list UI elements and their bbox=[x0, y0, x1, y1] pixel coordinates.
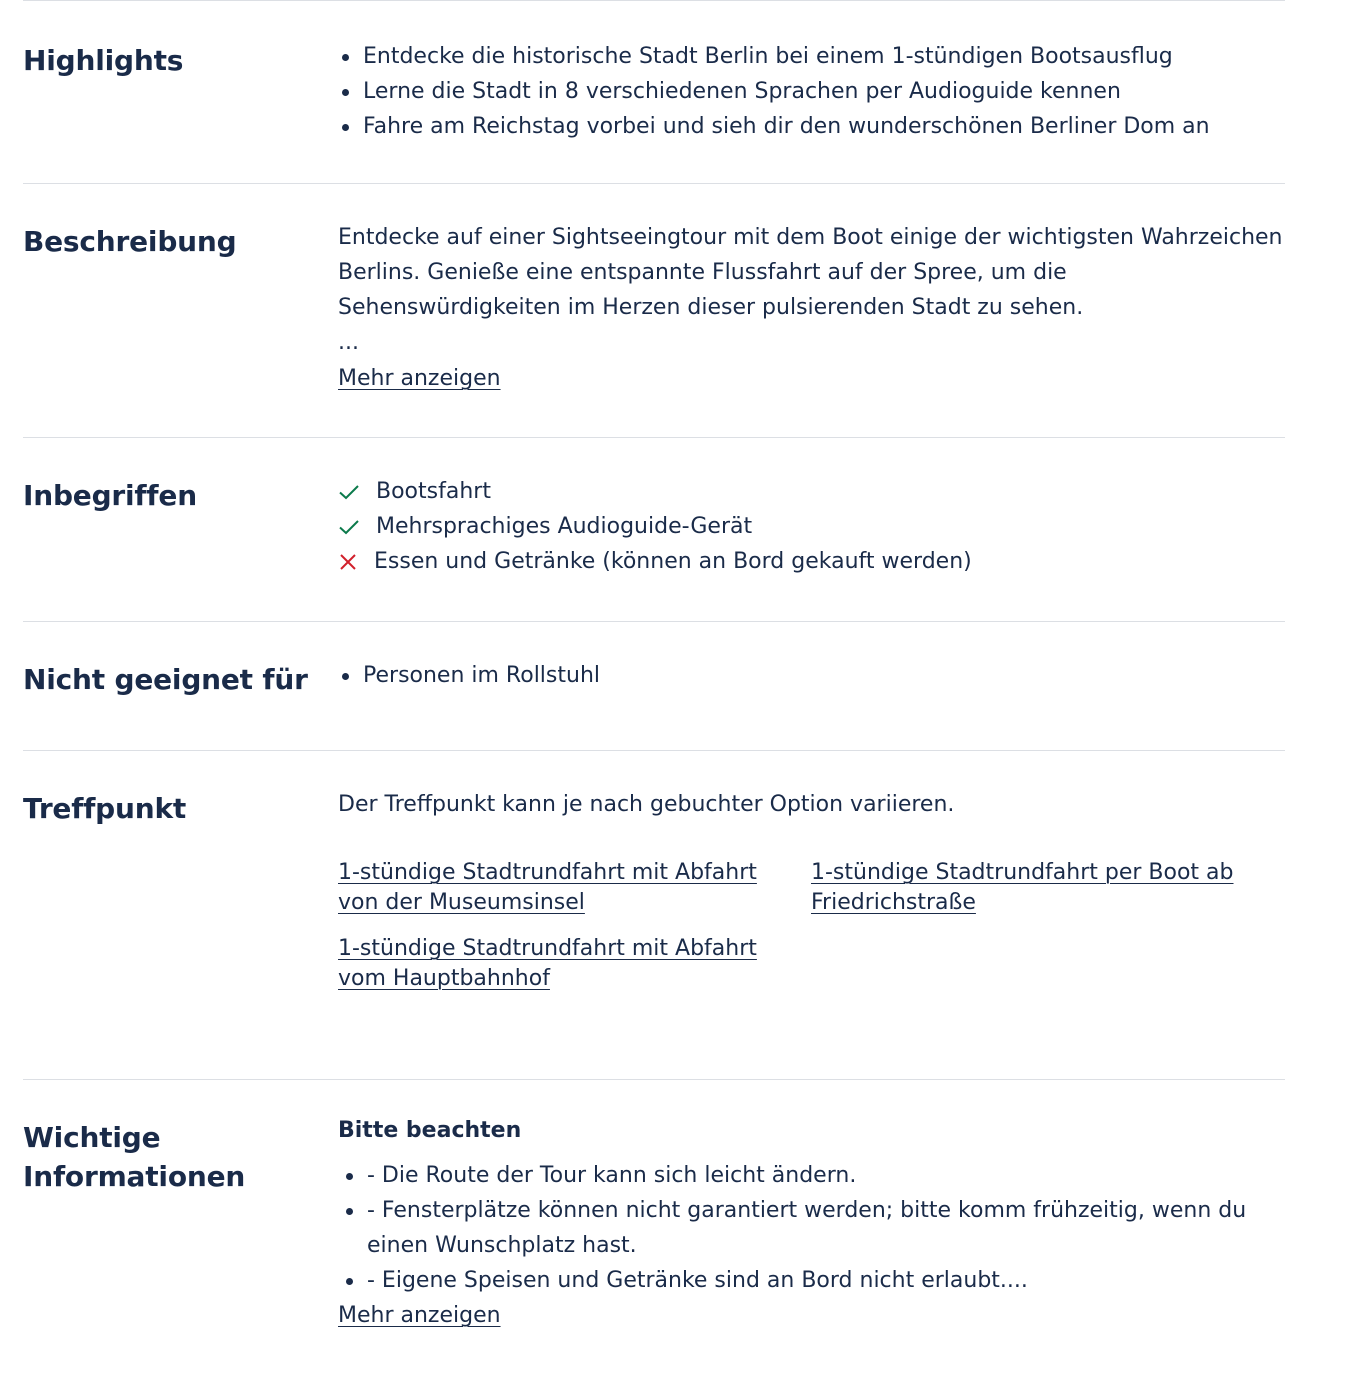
list-item: - Eigene Speisen und Getränke sind an Bord nicht erlaubt.... bbox=[367, 1263, 1285, 1298]
highlights-list bbox=[338, 39, 1285, 144]
meeting-point-option-link[interactable]: 1-stündige Stadtrundfahrt mit Abfahrt vom Hauptbahnhof bbox=[338, 936, 757, 991]
description-text: Entdecke auf einer Sightseeingtour mit dem Boot einige der wichtigsten Wahrzeichen Berlins. Genieße eine entspannte Flussfahrt auf der Spree, um die Sehenswürdigkeiten im Herzen dieser pulsierenden Stadt zu sehen. bbox=[338, 225, 1283, 320]
list-item: Lerne die Stadt in 8 verschiedenen Sprachen per Audioguide kennen bbox=[363, 74, 1285, 109]
not-suitable-list bbox=[338, 658, 1285, 693]
included-item bbox=[338, 509, 1285, 544]
excluded-item-label: Essen und Getränke (können an Bord gekauft werden) bbox=[374, 549, 972, 574]
meeting-point-heading: Treffpunkt bbox=[23, 792, 187, 825]
included-heading: Inbegriffen bbox=[23, 479, 197, 512]
list-item: Fahre am Reichstag vorbei und sieh dir den wunderschönen Berliner Dom an bbox=[363, 109, 1285, 144]
activity-details bbox=[23, 0, 1285, 1378]
meeting-point-intro: Der Treffpunkt kann je nach gebuchter Option variieren. bbox=[338, 792, 955, 817]
not-suitable-heading: Nicht geeignet für bbox=[23, 663, 308, 696]
important-info-more-link[interactable]: Mehr anzeigen bbox=[338, 1303, 501, 1328]
important-info-heading-line2: Informationen bbox=[23, 1160, 246, 1193]
meeting-point-options bbox=[338, 858, 1285, 994]
important-info-heading-line1: Wichtige bbox=[23, 1121, 161, 1154]
highlights-heading: Highlights bbox=[23, 44, 184, 77]
list-item: - Die Route der Tour kann sich leicht ändern. bbox=[367, 1158, 1285, 1193]
description-more-link[interactable]: Mehr anzeigen bbox=[338, 366, 501, 391]
cross-icon bbox=[338, 552, 374, 572]
list-item: Entdecke die historische Stadt Berlin bei einem 1-stündigen Bootsausflug bbox=[363, 39, 1285, 74]
meeting-point-option-link[interactable]: 1-stündige Stadtrundfahrt mit Abfahrt von der Museumsinsel bbox=[338, 860, 757, 915]
excluded-item bbox=[338, 544, 1285, 579]
meeting-point-option-link[interactable]: 1-stündige Stadtrundfahrt per Boot ab Friedrichstraße bbox=[811, 860, 1234, 915]
important-info-list bbox=[338, 1158, 1285, 1298]
list-item: Personen im Rollstuhl bbox=[363, 658, 1285, 693]
list-item: - Fensterplätze können nicht garantiert werden; bitte komm frühzeitig, wenn du einen Wunschplatz hast. bbox=[367, 1193, 1285, 1263]
included-item-label: Mehrsprachiges Audioguide-Gerät bbox=[376, 514, 753, 539]
highlights-section bbox=[23, 0, 1285, 183]
description-ellipsis: ... bbox=[338, 330, 359, 355]
important-info-heading bbox=[23, 1118, 338, 1378]
important-info-section bbox=[23, 1079, 1285, 1378]
check-icon bbox=[338, 483, 376, 501]
meeting-point-section bbox=[23, 750, 1285, 1079]
included-item bbox=[338, 474, 1285, 509]
included-section bbox=[23, 437, 1285, 621]
description-section bbox=[23, 183, 1285, 437]
included-item-label: Bootsfahrt bbox=[376, 479, 491, 504]
description-heading: Beschreibung bbox=[23, 225, 237, 258]
not-suitable-section bbox=[23, 621, 1285, 750]
check-icon bbox=[338, 518, 376, 536]
notice-title: Bitte beachten bbox=[338, 1118, 522, 1143]
